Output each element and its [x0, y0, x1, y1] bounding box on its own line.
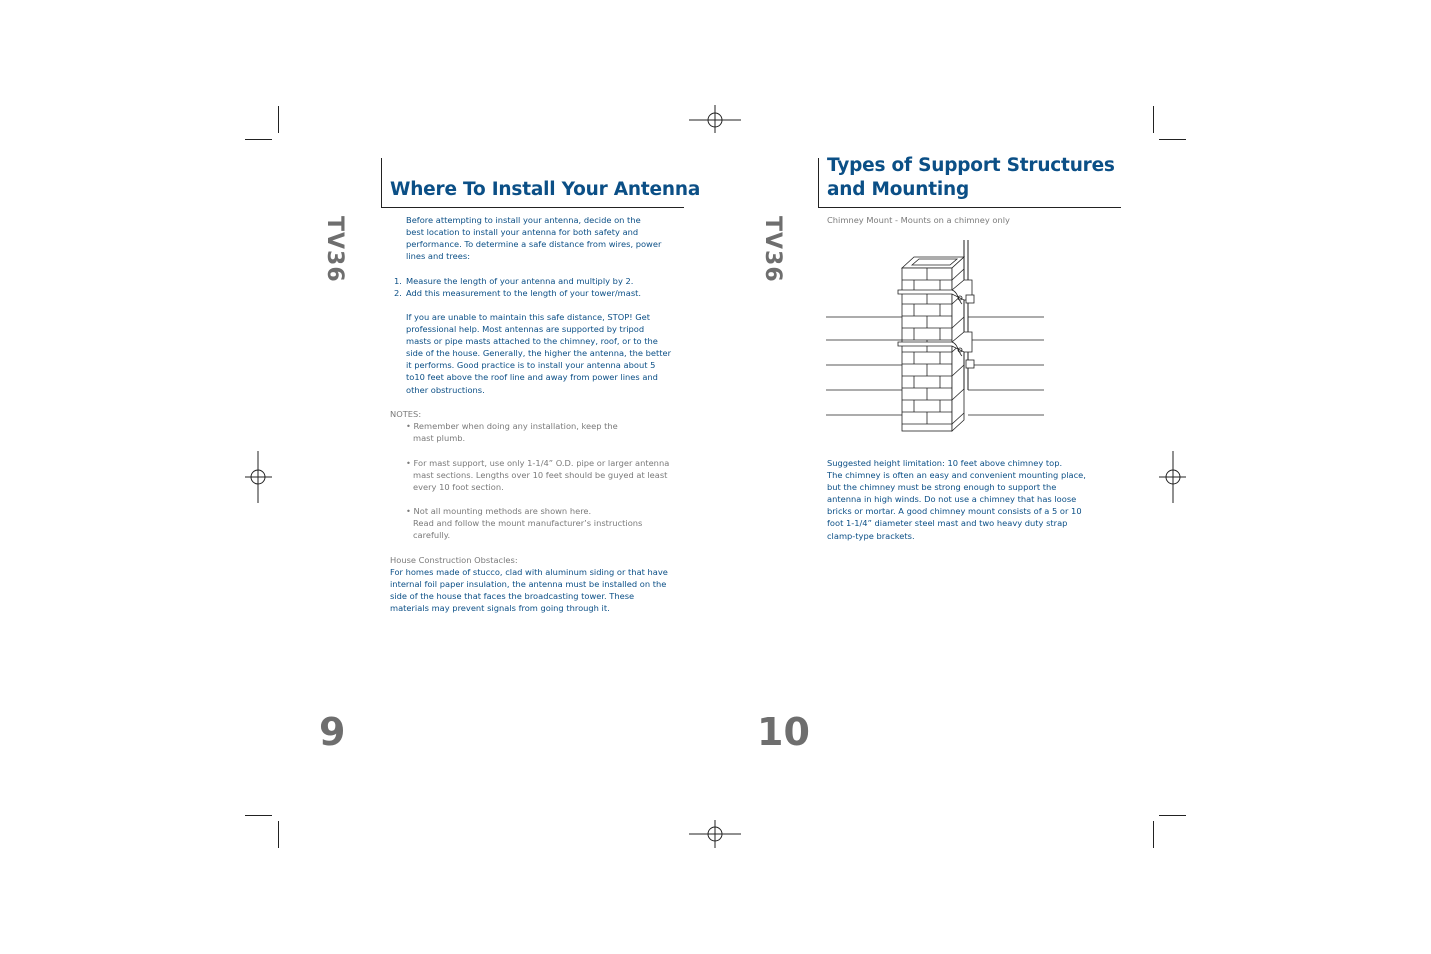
obstacles-heading: House Construction Obstacles: — [390, 555, 518, 565]
chimney-mount-description: Suggested height limitation: 10 feet above chimney top. The chimney is often an easy and convenient mounting place, but the chimney must be strong enough to support the antenna in high winds. Do not use a chimney that has loose bricks or mortar. A good chimney mount consists of a 5 or 10 foot 1-1/4” diameter steel mast and two heavy duty strap clamp-type brackets. — [827, 458, 1086, 541]
obstacles-paragraph: For homes made of stucco, clad with aluminum siding or that have internal foil paper insulation, the antenna must be installed on the side of the house that faces the broadcasting tower. These materials may prevent signals from going through it. — [390, 567, 668, 614]
left-page-number: 9 — [319, 710, 346, 754]
step-number: 2. — [394, 288, 402, 298]
note-item: • Remember when doing any installation, keep the mast plumb. — [406, 421, 618, 444]
safety-warning-paragraph: If you are unable to maintain this safe distance, STOP! Get professional help. Most antennas are supported by tripod masts or pipe masts attached to the chimney, roof, or to the side of the house. Generally, the higher the antenna, the better it performs. Good practice is to install your antenna about 5 to10 feet above the roof line and away from power lines and other obstructions. — [406, 312, 671, 395]
step-number: 1. — [394, 276, 402, 286]
right-side-label: TV36 — [760, 216, 785, 283]
steps-list — [394, 275, 694, 301]
step-text: Measure the length of your antenna and multiply by 2. — [406, 276, 634, 286]
right-title-underline — [818, 207, 1121, 208]
intro-paragraph: Before attempting to install your antenna, decide on the best location to install your antenna for both safety and performance. To determine a safe distance from wires, power lines and trees: — [406, 215, 662, 262]
note-item: • For mast support, use only 1-1/4” O.D. pipe or larger antenna mast sections. Lengths over 10 feet should be guyed at least every 10 foot section. — [406, 458, 670, 493]
left-title-underline — [381, 207, 684, 208]
chimney-mount-illustration — [826, 240, 1046, 435]
right-page-number: 10 — [757, 710, 810, 754]
list-item — [394, 287, 642, 299]
notes-heading: NOTES: — [390, 409, 422, 419]
right-title-vertical-rule — [818, 158, 819, 207]
step-text: Add this measurement to the length of your tower/mast. — [406, 288, 642, 298]
right-page-title: Types of Support Structures and Mounting — [827, 155, 1115, 200]
left-side-label: TV36 — [322, 216, 347, 283]
note-item: • Not all mounting methods are shown here. Read and follow the mount manufacturer’s instructions carefully. — [406, 506, 643, 541]
list-item — [394, 275, 634, 287]
left-title-vertical-rule — [381, 158, 382, 207]
chimney-mount-caption: Chimney Mount - Mounts on a chimney only — [827, 215, 1010, 225]
left-page-title: Where To Install Your Antenna — [390, 179, 701, 200]
